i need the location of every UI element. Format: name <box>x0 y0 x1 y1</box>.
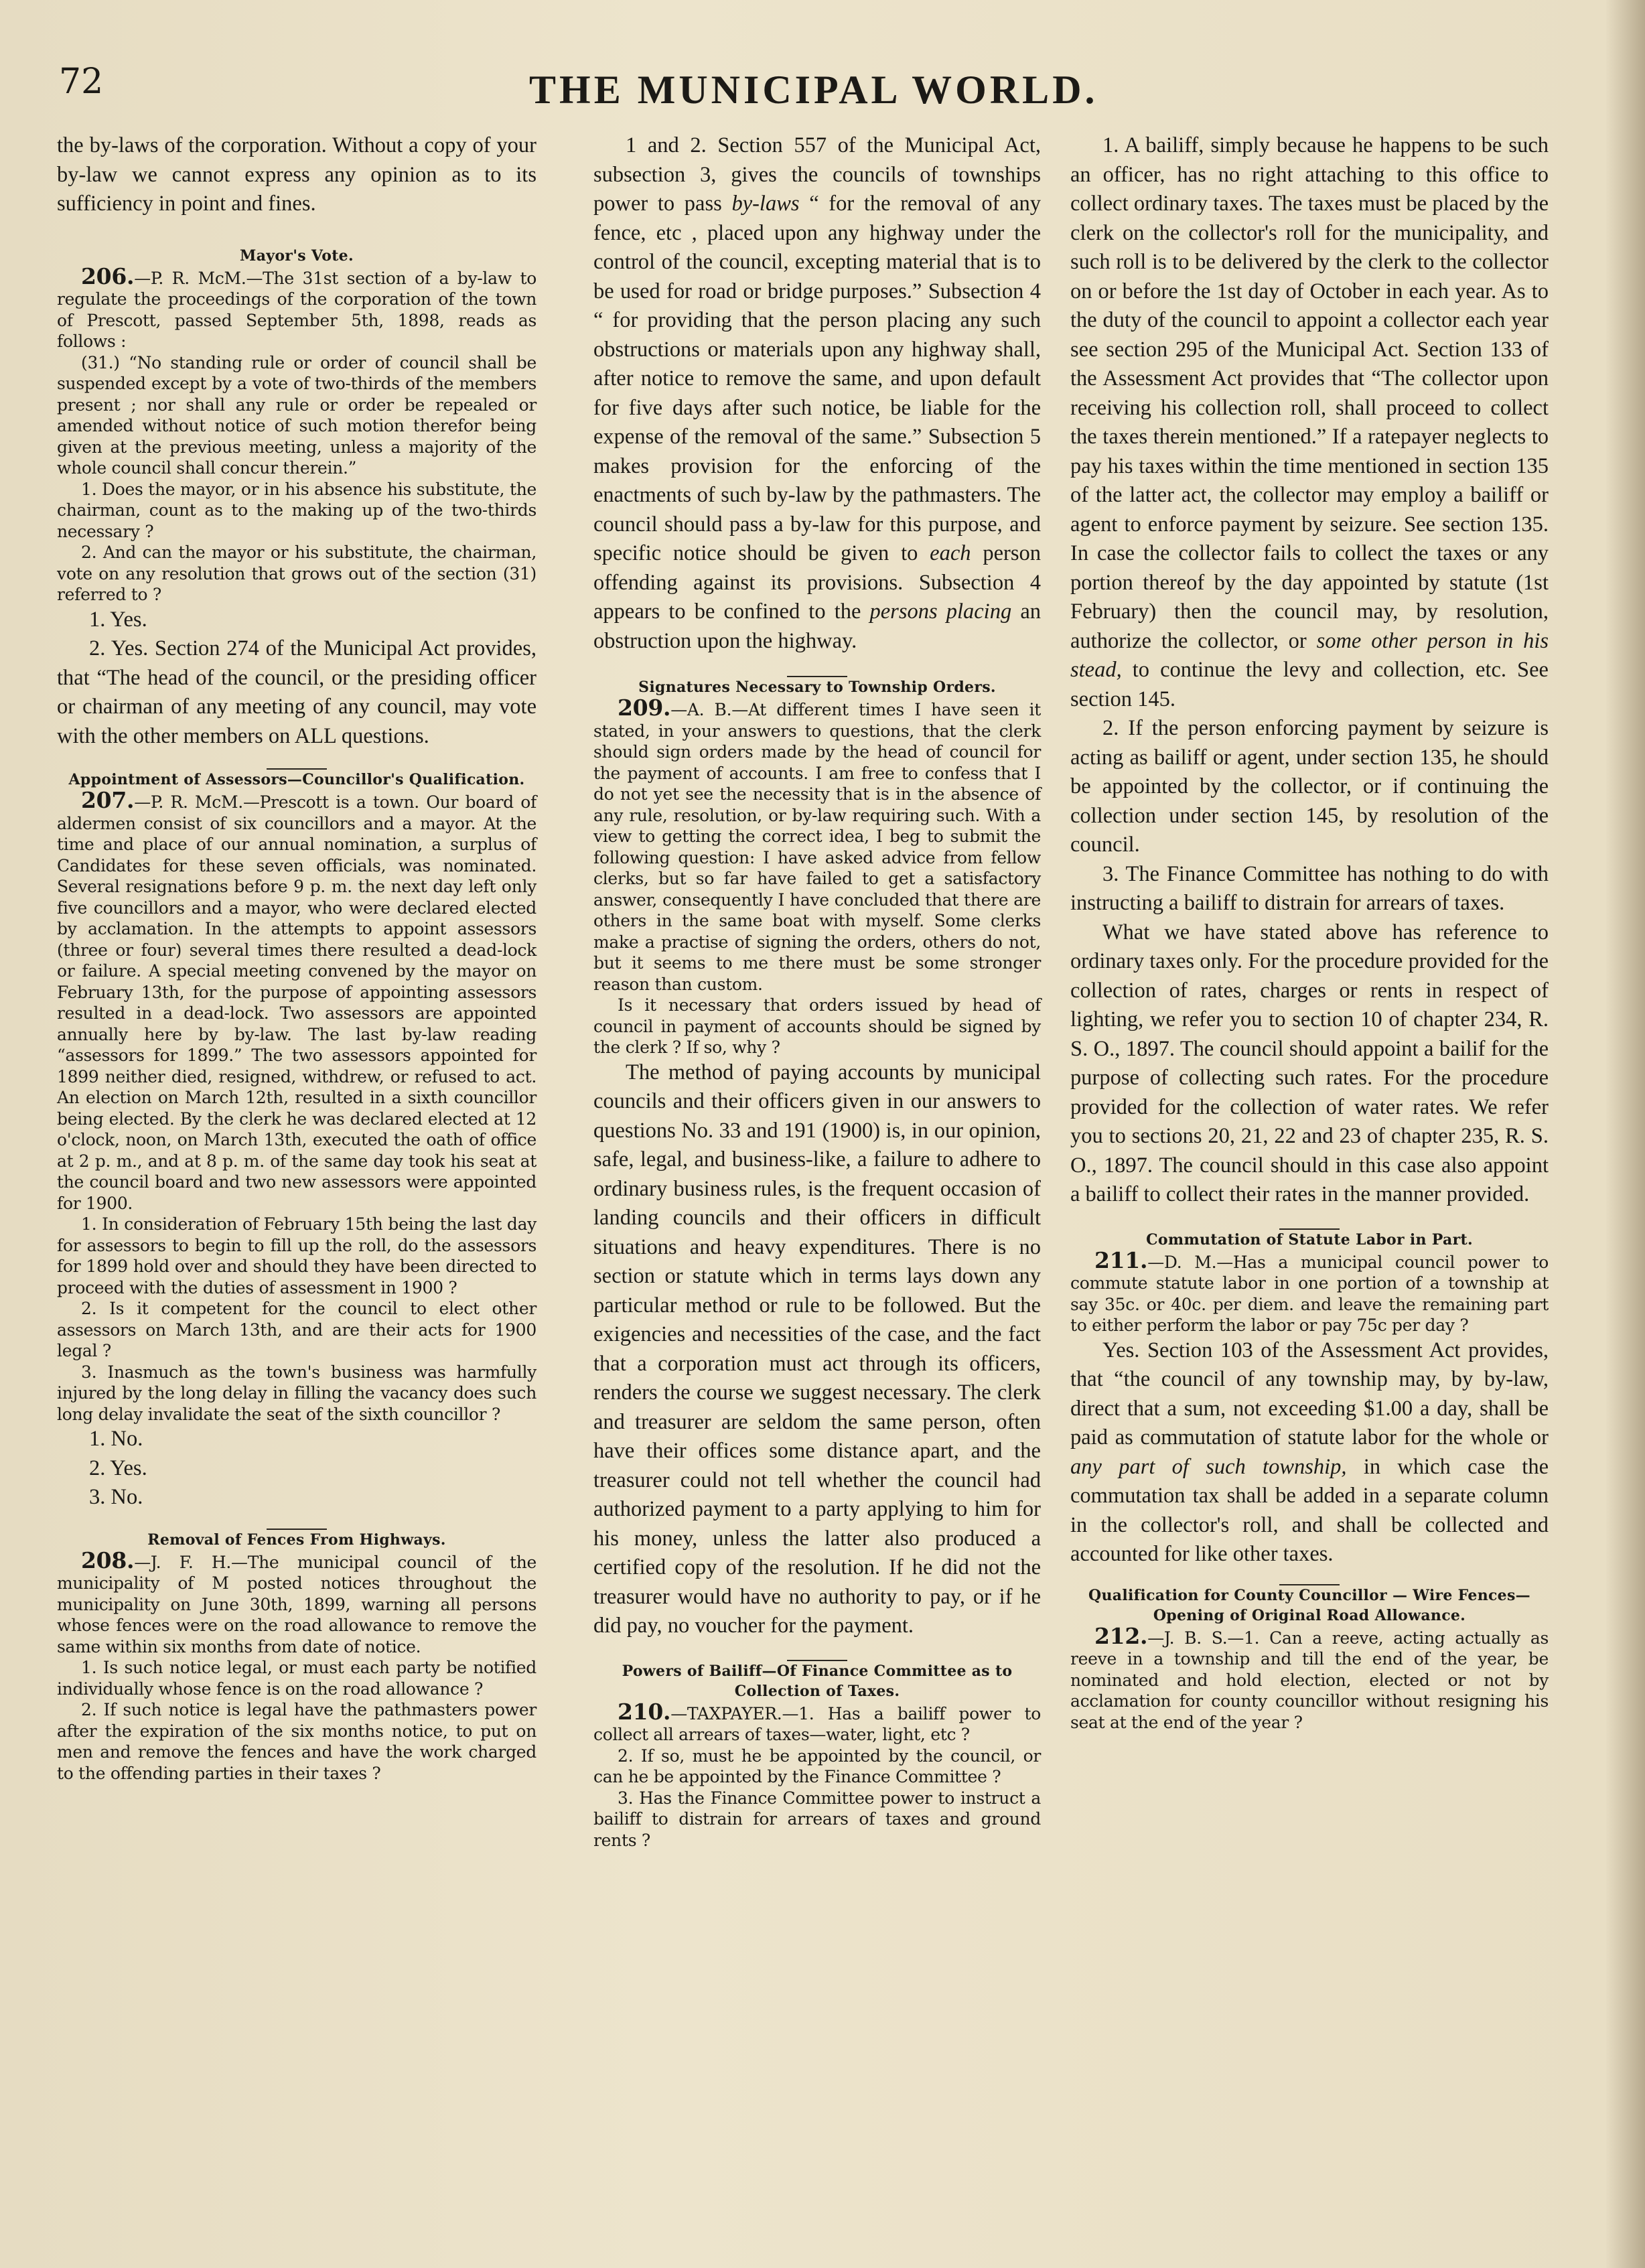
section-heading-212: Qualification for County Councillor — Wire Fences— Opening of Original Road Allowance. <box>1088 1586 1530 1624</box>
section-heading-209: Signatures Necessary to Township Orders. <box>638 679 996 696</box>
question-210 <box>593 1698 1041 1746</box>
answer-208 <box>593 131 1041 656</box>
answer-211-text-b: in which case the commutation tax shall be added in a separate column in the collector's roll, and shall be collected and accounted for like other taxes. <box>1070 1454 1549 1566</box>
section-heading-211: Commutation of Statute Labor in Part. <box>1146 1230 1473 1249</box>
question-number-208: 208. <box>81 1547 135 1573</box>
answer-211 <box>1070 1336 1549 1569</box>
running-title: THE MUNICIPAL WORLD. <box>529 68 1098 112</box>
question-211-text: —D. M.—Has a municipal council power to commute statute labor in one portion of a township at say 35c. or 40c. per diem. and leave the remaining part to either perform the labor or pay 75c per day ? <box>1070 1252 1549 1335</box>
column-3 <box>1070 131 1549 1733</box>
question-210-part-3: 3. Has the Finance Committee power to instruct a bailiff to distrain for arrears of taxes and ground rents ? <box>593 1788 1041 1850</box>
question-210-text: —TAXPAYER.—1. Has a bailiff power to collect all arrears of taxes—water, light, etc ? <box>593 1703 1041 1744</box>
answer-208-text-b: “ for the removal of any fence, etc , placed upon any highway under the control of the council, excepting material that is to be used for road or bridge purposes.” Subsection 4 “ for providing that the person placing any such obstructions or materials upon any highway shall, after notice to remove the same, and upon default for five days after such notice, be liable for the expense of the removal of the same.” Subsection 5 makes provision for the enforcing of the enactments of such by-law by the pathmasters. The council should pass a by-law for this purpose, and specific notice should be given to <box>593 192 1041 565</box>
answer-208-text-a: 1 and 2. Section 557 of the Municipal Act, subsection 3, gives the councils of townships power to pass <box>593 133 1041 216</box>
question-208 <box>57 1547 537 1658</box>
page-number: 72 <box>59 62 104 102</box>
question-211 <box>1070 1247 1549 1336</box>
answer-210-1 <box>1070 131 1549 714</box>
answer-206-1: 1. Yes. <box>89 607 147 632</box>
question-207-part-1: 1. In consideration of February 15th being the last day for assessors to begin to fill up the roll, do the assessors for 1899 hold over and should they have been directed to proceed with the duties of assessment in 1900 ? <box>57 1214 537 1297</box>
question-208-part-2: 2. If such notice is legal have the pathmasters power after the expiration of the six months notice, to put on men and remove the fences and have the work charged to the offending parties in their taxes ? <box>57 1700 537 1783</box>
question-206-text: —P. R. McM.—The 31st section of a by-law to regulate the proceedings of the corporation of the town of Prescott, passed September 5th, 1898, reads as follows : <box>57 268 537 351</box>
answer-209: The method of paying accounts by municipal councils and their officers given in our answers to questions No. 33 and 191 (1900) is, in our opinion, safe, legal, and business-like, a failure to adhere to ordinary business rules, is the frequent occasion of landing councils and their officers in difficult situations and heavy expenditures. There is no section or statute which in terms lays down any particular method or rule to be followed. But the exigencies and necessities of the case, and the fact that a corporation must act through its officers, renders the course we suggest necessary. The clerk and treasurer are seldom the same person, often have their offices some distance apart, and the treasurer could not tell whether the council had authorized payment to a party applying to him for his money, unless the latter also produced a certified copy of the resolution. If he did not the treasurer would have no authority to pay, or if he did pay, no voucher for the payment. <box>593 1060 1041 1638</box>
question-208-text: —J. F. H.—The municipal council of the municipality of M posted notices throughout the municipality on June 30th, 1899, warning all persons whose fences were on the road allowance to remove the same within six months from date of notice. <box>57 1552 537 1656</box>
answer-208-italic-3: persons placing <box>869 599 1012 624</box>
question-number-207: 207. <box>81 787 135 813</box>
continuation-paragraph: the by-laws of the corporation. Without a copy of your by-law we cannot express any opinion as to its sufficiency in point and fines. <box>57 133 537 216</box>
question-207 <box>57 787 537 1214</box>
question-206-part-1: 1. Does the mayor, or in his absence his substitute, the chairman, count as to the making up of the two-thirds necessary ? <box>57 479 537 541</box>
section-heading-210: Powers of Bailiff—Of Finance Committee as to Collection of Taxes. <box>622 1662 1013 1700</box>
answer-208-italic-2: each <box>930 541 971 565</box>
answer-207-1: 1. No. <box>89 1427 143 1451</box>
answer-207-3: 3. No. <box>89 1485 143 1509</box>
binding-shadow <box>1605 0 1645 2268</box>
answer-211-italic: any part of such township, <box>1070 1454 1347 1479</box>
question-206 <box>57 263 537 352</box>
question-number-212: 212. <box>1094 1622 1148 1649</box>
section-heading-207: Appointment of Assessors—Councillor's Qualification. <box>68 771 525 788</box>
question-209-text: —A. B.—At different times I have seen it stated, in your answers to questions, that the clerk should sign orders made by the head of council for the payment of accounts. I am free to confess that I do not yet see the necessity that is in the absence of any rule, resolution, or by-law requiring such. With a view to getting the correct idea, I beg to submit the following question: I have asked advice from fellow clerks, but so far have failed to get a satisfactory answer, consequently I have concluded that there are others in the same boat with myself. Some clerks make a practise of signing the orders, others do not, but it seems to me there must be some stronger reason than custom. <box>593 700 1041 994</box>
question-208-part-1: 1. Is such notice legal, or must each party be notified individually whose fence is on the road allowance ? <box>57 1658 537 1699</box>
answer-207-2: 2. Yes. <box>89 1456 147 1480</box>
question-210-part-2: 2. If so, must he be appointed by the council, or can he be appointed by the Finance Committee ? <box>593 1746 1041 1786</box>
section-heading-206: Mayor's Vote. <box>240 246 354 265</box>
answer-208-text-c: person offending against its provisions. Subsection 4 appears to be confined to the <box>593 541 1041 624</box>
answer-208-italic-1: by-laws <box>731 192 800 216</box>
question-206-part-2: 2. And can the mayor or his substitute, the chairman, vote on any resolution that grows out of the section (31) referred to ? <box>57 543 537 604</box>
answer-210-3: 3. The Finance Committee has nothing to do with instructing a bailiff to distrain for arrears of taxes. <box>1070 861 1549 915</box>
question-207-text: —P. R. McM.—Prescott is a town. Our board of aldermen consist of six councillors and a mayor. At the time and place of our annual nomination, a surplus of Candidates for these seven officials, was nominated. Several resignations before 9 p. m. the next day left only five councillors and a mayor, who were declared elected by acclamation. In the attempts to appoint assessors (three or four) several times there resulted a dead-lock or failure. A special meeting convened by the mayor on February 13th, for the purpose of appointing assessors resulted in a dead-lock. Two assessors are appointed annually here by by-law. The last by-law reading “assessors for 1899.” The two assessors appointed for 1899 neither died, resigned, withdrew, or refused to act. An election on March 12th, resulted in a sixth councillor being elected. By the clerk he was declared elected at 12 o'clock, noon, on March 13th, executed the oath of office at 2 p. m., and at 8 p. m. of the same day took his seat at the council board and two new assessors were appointed for 1900. <box>57 792 537 1213</box>
answer-208-text-d: an obstruction upon the highway. <box>593 599 1041 653</box>
answer-210-note: What we have stated above has reference to ordinary taxes only. For the procedure provided for the collection of rates, charges or rents in respect of lighting, we refer you to section 10 of chapter 234, R. S. O., 1897. The council should appoint a bailif for the purpose of collecting such rates. For the procedure provided for the collection of water rates. We refer you to sections 20, 21, 22 and 23 of chapter 235, R. S. O., 1897. The council should in this case also appoint a bailiff to collect their rates in the manner provided. <box>1070 920 1549 1206</box>
answer-211-text-a: Yes. Section 103 of the Assessment Act provides, that “the council of any township may, by by-law, direct that a sum, not exceeding $1.00 a day, shall be paid as commutation of statute labor for the whole or <box>1070 1338 1549 1449</box>
answer-206-2: 2. Yes. Section 274 of the Municipal Act provides, that “The head of the council, or the presiding officer or chairman of any meeting of any council, may vote with the other members on ALL questions. <box>57 636 537 748</box>
question-number-211: 211. <box>1094 1247 1148 1273</box>
column-1 <box>57 131 537 1784</box>
column-2 <box>593 131 1041 1851</box>
question-number-209: 209. <box>618 695 671 721</box>
question-212 <box>1070 1622 1549 1733</box>
question-212-text: —J. B. S.—1. Can a reeve, acting actually as reeve in a township and till the end of the year, be nominated and hold election, elected or not by acclamation for county councillor without resigning his seat at the end of the year ? <box>1070 1628 1549 1732</box>
answer-210-1-italic: some other person in his stead, <box>1070 628 1549 682</box>
question-number-206: 206. <box>81 263 135 289</box>
question-209-part-2: Is it necessary that orders issued by head of council in payment of accounts should be signed by the clerk ? If so, why ? <box>593 995 1041 1057</box>
section-heading-208: Removal of Fences From Highways. <box>147 1531 446 1549</box>
answer-210-1-text-b: to continue the levy and collection, etc. See section 145. <box>1070 658 1549 711</box>
question-209 <box>593 697 1041 995</box>
answer-210-2: 2. If the person enforcing payment by seizure is acting as bailiff or agent, under section 135, he should be appointed by the collector, or if continuing the collection under section 145, by resolution of the council. <box>1070 716 1549 857</box>
question-206-quote: (31.) “No standing rule or order of council shall be suspended except by a vote of two-thirds of the members present ; nor shall any rule or order be repealed or amended without notice of such motion therefor being given at the previous meeting, unless a majority of the whole council shall concur therein.” <box>57 352 537 478</box>
question-207-part-3: 3. Inasmuch as the town's business was harmfully injured by the long delay in filling the vacancy does such long delay invalidate the seat of the sixth councillor ? <box>57 1362 537 1424</box>
answer-210-1-text-a: 1. A bailiff, simply because he happens to be such an officer, has no right attaching to this office to collect ordinary taxes. The taxes must be placed by the clerk on the collector's roll for the municipality, and such roll is to be delivered by the clerk to the collector on or before the 1st day of October in each year. As to the duty of the council to appoint a collector each year see section 295 of the Municipal Act. Section 133 of the Assessment Act provides that “The collector upon receiving his collection roll, shall proceed to collect the taxes therein mentioned.” If a ratepayer neglects to pay his taxes within the time mentioned in section 135 of the latter act, the collector may employ a bailiff or agent to enforce payment by seizure. See section 135. In case the collector fails to collect the taxes or any portion thereof by the day appointed by statute (1st February) then the council may, by resolution, authorize the collector, or <box>1070 133 1549 653</box>
question-207-part-2: 2. Is it competent for the council to elect other assessors on March 13th, and are their acts for 1900 legal ? <box>57 1299 537 1360</box>
question-number-210: 210. <box>618 1698 671 1725</box>
